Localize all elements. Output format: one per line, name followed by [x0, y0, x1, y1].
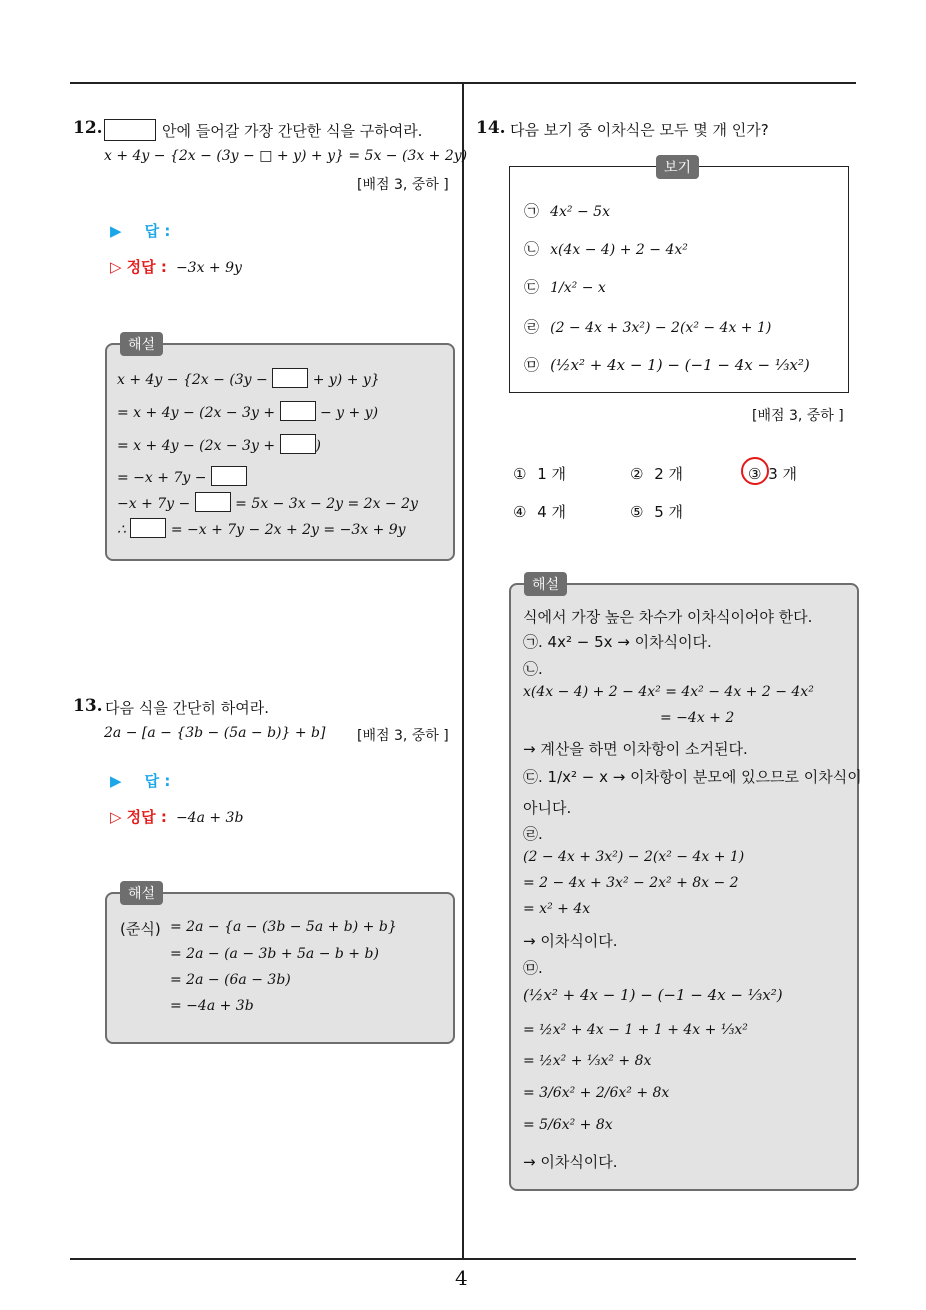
q14-sol-line-16: = ½x² + 4x − 1 + 1 + 4x + ⅓x²	[523, 1022, 748, 1038]
q14-sol-line-10: (2 − 4x + 3x²) − 2(x² − 4x + 1)	[523, 849, 745, 865]
q13-sol-line-1: = 2a − {a − (3b − 5a + b) + b}	[170, 919, 397, 935]
q14-prompt: 다음 보기 중 이차식은 모두 몇 개 인가?	[510, 121, 769, 139]
q13-solution-box	[105, 892, 455, 1044]
q12-answer-label: 답 :	[144, 222, 171, 240]
q13-sol-line-4: = −4a + 3b	[170, 998, 254, 1014]
q12-meta: [배점 3, 중하 ]	[357, 177, 449, 193]
q12-correct-value: −3x + 9y	[175, 260, 242, 276]
q14-sol-line-12: = x² + 4x	[523, 901, 591, 917]
q14-choice-5[interactable]: ⑤ 5 개	[630, 503, 684, 521]
q14-sol-line-15: (½x² + 4x − 1) − (−1 − 4x − ⅓x²)	[523, 986, 783, 1004]
q13-sol-line-3: = 2a − (6a − 3b)	[170, 972, 291, 988]
page-number: 4	[455, 1266, 468, 1290]
column-divider	[462, 82, 464, 1260]
q13-correct-label: 정답 :	[126, 808, 167, 826]
q14-item-5: ㉤ (½x² + 4x − 1) − (−1 − 4x − ⅓x²)	[524, 356, 810, 374]
q12-sol-line-4: = −x + 7y −	[117, 466, 247, 486]
play-triangle-icon: ▶	[110, 772, 122, 790]
q13-solution-tag: 해설	[120, 881, 163, 905]
q14-solution-tag: 해설	[524, 572, 567, 596]
q12-sol-line-3: = x + 4y − (2x − 3y + )	[117, 434, 321, 454]
q13-equation: 2a − [a − {3b − (5a − b)} + b]	[104, 725, 326, 741]
q13-sol-line-2: = 2a − (a − 3b + 5a − b + b)	[170, 946, 379, 962]
q14-sol-line-7: ㉢. 1/x² − x → 이차항이 분모에 있으므로 이차식이	[523, 768, 862, 786]
outline-triangle-icon: ▷	[110, 258, 122, 276]
q12-sol-line-5: −x + 7y − = 5x − 3x − 2y = 2x − 2y	[117, 492, 418, 512]
play-triangle-icon: ▶	[110, 222, 122, 240]
q13-prompt: 다음 식을 간단히 하여라.	[105, 699, 269, 717]
q14-choice-4[interactable]: ④ 4 개	[513, 503, 567, 521]
q14-sol-line-5: = −4x + 2	[660, 710, 735, 726]
q13-sol-prefix: (준식)	[120, 920, 161, 938]
q13-answer-label: 답 :	[144, 772, 171, 790]
q14-meta: [배점 3, 중하 ]	[752, 408, 844, 424]
q12-equation: x + 4y − {2x − (3y − □ + y) + y} = 5x − (3x + 2y)	[104, 148, 468, 164]
q12-number: 12.	[73, 118, 103, 138]
q13-number: 13.	[73, 696, 103, 716]
q14-sol-line-11: = 2 − 4x + 3x² − 2x² + 8x − 2	[523, 875, 739, 891]
q12-blank-box	[104, 119, 156, 141]
q14-item-1: ㉠ 4x² − 5x	[524, 202, 610, 220]
q14-item-3: ㉢ 1/x² − x	[524, 278, 606, 296]
q14-sol-line-18: = 3/6x² + 2/6x² + 8x	[523, 1085, 670, 1101]
q14-item-4: ㉣ (2 − 4x + 3x²) − 2(x² − 4x + 1)	[524, 318, 772, 336]
q12-sol-line-2: = x + 4y − (2x − 3y + − y + y)	[117, 401, 378, 421]
q14-choice-3[interactable]: ③ 3 개	[748, 465, 798, 483]
q14-sol-line-4: x(4x − 4) + 2 − 4x² = 4x² − 4x + 2 − 4x²	[523, 684, 814, 700]
q14-sol-line-8: 아니다.	[523, 799, 572, 817]
q12-prompt: 안에 들어갈 가장 간단한 식을 구하여라.	[162, 122, 423, 140]
q14-item-2: ㉡ x(4x − 4) + 2 − 4x²	[524, 240, 688, 258]
q14-sol-line-17: = ½x² + ⅓x² + 8x	[523, 1053, 652, 1069]
q12-correct-label: 정답 :	[126, 258, 167, 276]
q12-answer-row	[110, 220, 170, 241]
selected-answer-circle-icon	[741, 457, 769, 485]
q14-sol-line-1: 식에서 가장 높은 차수가 이차식이어야 한다.	[523, 608, 813, 626]
q12-solution-tag: 해설	[120, 332, 163, 356]
q12-correct-row	[110, 256, 242, 277]
outline-triangle-icon: ▷	[110, 808, 122, 826]
bottom-rule	[70, 1258, 856, 1260]
q12-sol-line-1: x + 4y − {2x − (3y − + y) + y}	[117, 368, 380, 388]
q13-correct-value: −4a + 3b	[175, 810, 244, 826]
q14-sol-line-9: ㉣.	[523, 825, 543, 843]
q14-sol-line-6: → 계산을 하면 이차항이 소거된다.	[523, 740, 748, 758]
q14-sol-line-14: ㉤.	[523, 959, 543, 977]
q14-sol-line-13: → 이차식이다.	[523, 932, 618, 950]
q14-sol-line-20: → 이차식이다.	[523, 1153, 618, 1171]
q14-choice-2[interactable]: ② 2 개	[630, 465, 684, 483]
q14-choice-1[interactable]: ① 1 개	[513, 465, 567, 483]
q14-sol-line-2: ㉠. 4x² − 5x → 이차식이다.	[523, 633, 712, 651]
q14-sol-line-3: ㉡.	[523, 660, 543, 678]
q13-correct-row	[110, 806, 243, 827]
q12-sol-line-6: ∴ = −x + 7y − 2x + 2y = −3x + 9y	[117, 518, 406, 538]
q14-sol-line-19: = 5/6x² + 8x	[523, 1117, 613, 1133]
q13-answer-row	[110, 770, 170, 791]
q13-meta: [배점 3, 중하 ]	[357, 728, 449, 744]
q14-box-tag: 보기	[656, 155, 699, 179]
q14-number: 14.	[476, 118, 506, 138]
